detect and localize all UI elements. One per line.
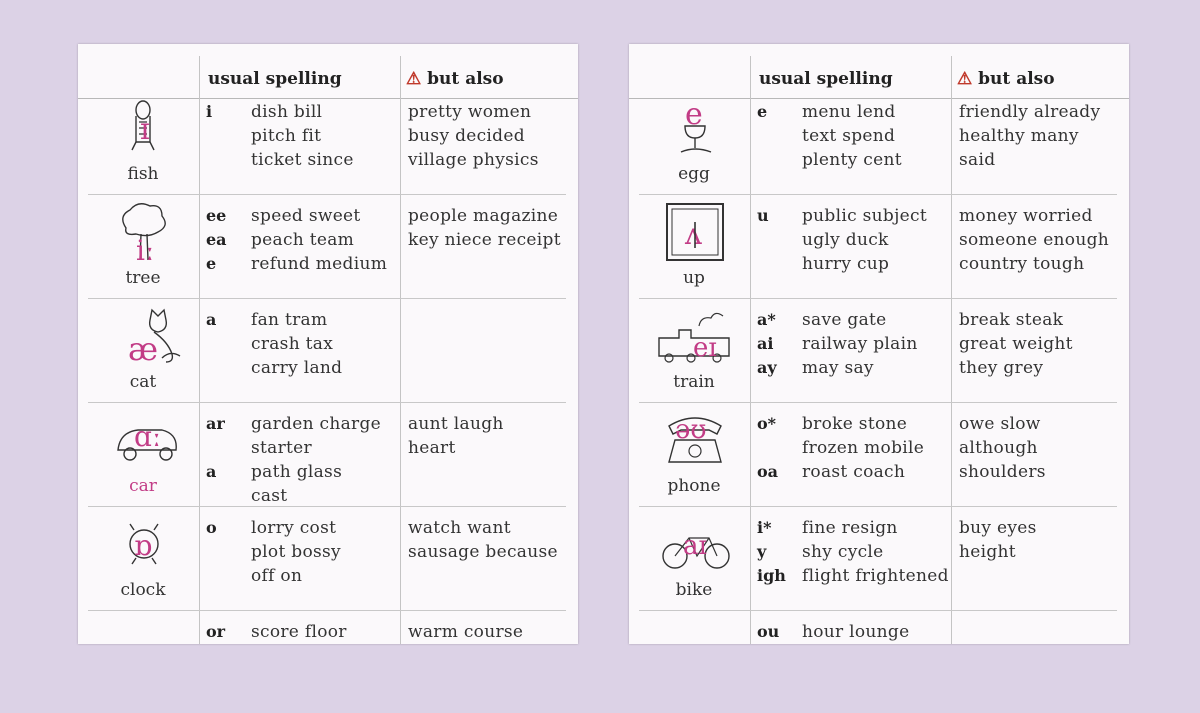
spelling-line: ugly duck: [802, 230, 889, 250]
but-also-header: [957, 69, 1055, 89]
also-line: owe slow: [959, 414, 1041, 434]
phoneme-symbol: iː: [136, 234, 155, 267]
warning-icon: ⚠: [406, 69, 422, 89]
letter-patterns: [757, 100, 767, 124]
letter-pattern: u: [757, 206, 769, 225]
spelling-line: flight frightened: [802, 566, 949, 586]
table-row: [629, 506, 1129, 609]
spelling-line: crash tax: [251, 334, 334, 354]
tree-icon: [88, 198, 198, 268]
also-line: buy eyes: [959, 518, 1037, 538]
spelling-line: score floor: [251, 622, 347, 642]
usual-spellings: [251, 308, 342, 380]
spelling-line: cast: [251, 486, 288, 506]
spelling-line: frozen mobile: [802, 438, 925, 458]
letter-pattern: ou: [757, 622, 780, 641]
letter-pattern: ea: [206, 230, 227, 249]
usual-spelling-header: usual spelling: [208, 69, 342, 89]
but-also-header: [406, 69, 504, 89]
also-spellings: [959, 412, 1046, 484]
usual-spellings: [802, 620, 909, 644]
spelling-line: peach team: [251, 230, 355, 250]
usual-spellings: [802, 204, 927, 276]
example-word: clock: [120, 580, 166, 600]
also-line: warm course: [408, 622, 524, 642]
spelling-line: public subject: [802, 206, 927, 226]
usual-spellings: [802, 308, 918, 380]
letter-pattern: [757, 436, 778, 460]
also-line: great weight: [959, 334, 1073, 354]
spelling-line: ticket since: [251, 150, 354, 170]
table-row: [78, 298, 578, 401]
table-row: [78, 402, 578, 505]
also-line: village physics: [408, 150, 539, 170]
also-line: said: [959, 150, 996, 170]
example-word: bike: [675, 580, 713, 600]
also-line: healthy many: [959, 126, 1079, 146]
spelling-line: plenty cent: [802, 150, 902, 170]
but-also-label: but also: [978, 69, 1055, 89]
usual-spellings: [251, 100, 354, 172]
letter-pattern: i*: [757, 518, 772, 537]
letter-pattern: a*: [757, 310, 776, 329]
also-spellings: [408, 100, 539, 172]
also-line: aunt laugh: [408, 414, 504, 434]
letter-pattern: a: [206, 462, 217, 481]
usual-spellings: [251, 516, 341, 588]
spelling-line: fine resign: [802, 518, 898, 538]
also-spellings: [408, 412, 504, 460]
train-icon: [639, 302, 749, 372]
also-line: they grey: [959, 358, 1044, 378]
table-row: [78, 194, 578, 297]
letter-patterns: [757, 204, 769, 228]
example-word: phone: [667, 476, 721, 496]
fish-icon: [88, 94, 198, 164]
letter-patterns: [757, 412, 778, 484]
also-line: key niece receipt: [408, 230, 561, 250]
letter-pattern: o*: [757, 414, 777, 433]
letter-patterns: [206, 516, 217, 540]
example-word: train: [673, 372, 715, 392]
also-line: friendly already: [959, 102, 1101, 122]
table-row: [629, 610, 1129, 713]
example-word: cat: [129, 372, 157, 392]
phoneme-symbol: æ: [128, 330, 159, 368]
also-line: someone enough: [959, 230, 1110, 250]
letter-pattern: [206, 436, 225, 460]
spelling-line: broke stone: [802, 414, 908, 434]
egg-icon: [639, 94, 749, 164]
spelling-line: railway plain: [802, 334, 918, 354]
also-spellings: [408, 516, 558, 564]
letter-pattern: ar: [206, 414, 225, 433]
letter-pattern: a: [206, 310, 217, 329]
warning-icon: ⚠: [957, 69, 973, 89]
also-line: busy decided: [408, 126, 525, 146]
phoneme-symbol: aɪ: [683, 531, 707, 561]
example-word: fish: [127, 164, 159, 184]
left-page: [78, 44, 578, 644]
car-icon: [88, 406, 198, 476]
letter-patterns: [206, 100, 212, 124]
example-word: egg: [678, 164, 710, 184]
spelling-line: dish bill: [251, 102, 323, 122]
table-row: [629, 402, 1129, 505]
spelling-line: menu lend: [802, 102, 896, 122]
phoneme-symbol: ɑː: [134, 420, 162, 453]
letter-pattern: y: [757, 542, 767, 561]
table-row: [78, 610, 578, 713]
usual-spellings: [802, 516, 949, 588]
spelling-line: may say: [802, 358, 874, 378]
spelling-line: lorry cost: [251, 518, 337, 538]
also-spellings: [959, 308, 1073, 380]
also-spellings: [959, 204, 1109, 276]
clock-icon: [88, 510, 198, 580]
letter-patterns: [206, 204, 227, 276]
spelling-line: save gate: [802, 310, 887, 330]
example-word: tree: [125, 268, 161, 288]
also-line: although: [959, 438, 1038, 458]
also-line: height: [959, 542, 1016, 562]
letter-pattern: ai: [757, 334, 774, 353]
also-line: country tough: [959, 254, 1085, 274]
letter-pattern: igh: [757, 566, 786, 585]
spelling-line: off on: [251, 566, 303, 586]
also-spellings: [959, 516, 1037, 564]
example-word: up: [683, 268, 705, 288]
table-row: [629, 194, 1129, 297]
spelling-line: text spend: [802, 126, 896, 146]
letter-pattern: ay: [757, 358, 777, 377]
letter-pattern: e: [206, 254, 217, 273]
usual-spellings: [802, 412, 924, 484]
spelling-line: plot bossy: [251, 542, 341, 562]
also-line: pretty women: [408, 102, 532, 122]
spelling-line: carry land: [251, 358, 343, 378]
spelling-line: starter: [251, 438, 312, 458]
phoneme-symbol: əʊ: [675, 415, 707, 445]
spelling-line: path glass: [251, 462, 343, 482]
table-row: [78, 506, 578, 609]
also-line: money worried: [959, 206, 1093, 226]
spelling-line: shy cycle: [802, 542, 884, 562]
phoneme-symbol: ɪ: [140, 112, 150, 147]
letter-patterns: [757, 516, 786, 588]
spelling-line: garden charge: [251, 414, 382, 434]
up-sign-icon: [639, 198, 749, 268]
usual-spellings: [251, 620, 347, 644]
usual-spelling-header: usual spelling: [759, 69, 893, 89]
letter-pattern: ee: [206, 206, 227, 225]
also-line: watch want: [408, 518, 511, 538]
also-spellings: [959, 100, 1100, 172]
spelling-line: refund medium: [251, 254, 388, 274]
table-row: [629, 298, 1129, 401]
letter-pattern: or: [206, 622, 226, 641]
phoneme-symbol: e: [685, 97, 703, 132]
but-also-label: but also: [427, 69, 504, 89]
also-line: people magazine: [408, 206, 559, 226]
spelling-line: fan tram: [251, 310, 328, 330]
usual-spellings: [802, 100, 902, 172]
spelling-line: hurry cup: [802, 254, 890, 274]
letter-pattern: e: [757, 102, 768, 121]
letter-pattern: oa: [757, 462, 779, 481]
also-line: shoulders: [959, 462, 1046, 482]
usual-spellings: [251, 412, 381, 508]
phoneme-symbol: ɒ: [134, 529, 152, 562]
spelling-line: pitch fit: [251, 126, 322, 146]
phoneme-symbol: ʌ: [685, 217, 702, 252]
also-line: sausage because: [408, 542, 558, 562]
letter-pattern: o: [206, 518, 217, 537]
letter-patterns: [757, 620, 779, 644]
bike-icon: [639, 510, 749, 580]
spelling-line: hour lounge: [802, 622, 910, 642]
usual-spellings: [251, 204, 387, 276]
spelling-line: roast coach: [802, 462, 906, 482]
cat-icon: [88, 302, 198, 372]
letter-patterns: [206, 620, 225, 644]
also-line: break steak: [959, 310, 1064, 330]
table-row: [629, 90, 1129, 193]
right-page: [629, 44, 1129, 644]
spelling-line: speed sweet: [251, 206, 361, 226]
phone-icon: [639, 406, 749, 476]
example-word: car: [129, 476, 157, 496]
table-row: [78, 90, 578, 193]
also-spellings: [408, 620, 523, 644]
letter-patterns: [206, 308, 216, 332]
also-line: heart: [408, 438, 456, 458]
phoneme-symbol: eɪ: [693, 333, 717, 363]
letter-patterns: [206, 412, 225, 484]
also-spellings: [408, 204, 561, 252]
letter-pattern: i: [206, 102, 213, 121]
letter-patterns: [757, 308, 777, 380]
